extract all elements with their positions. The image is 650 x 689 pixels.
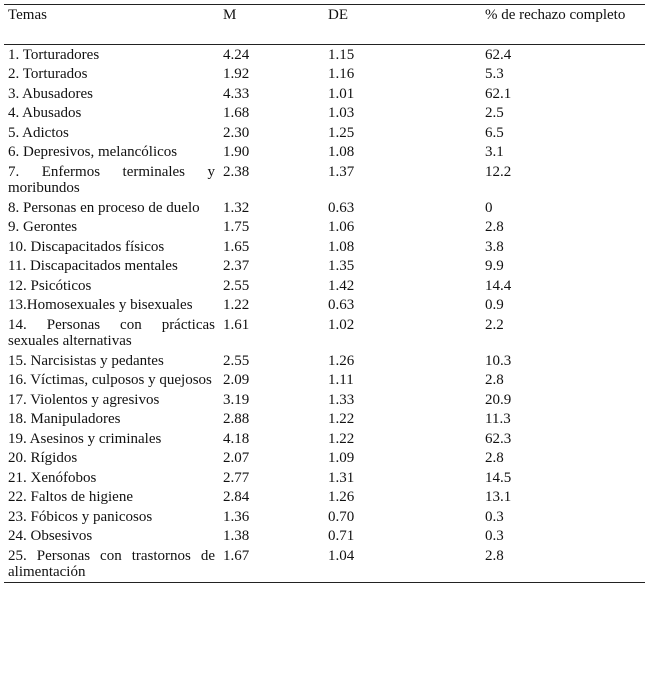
cell-de: 1.08 bbox=[328, 238, 355, 255]
cell-rechazo: 0.3 bbox=[485, 528, 504, 544]
cell-rechazo: 13.1 bbox=[485, 489, 512, 505]
table-row bbox=[4, 65, 645, 85]
cell-tema: 16. Víctimas, culposos y quejosos bbox=[8, 372, 212, 388]
cell-m: 4.33 bbox=[223, 85, 250, 102]
cell-de: 1.31 bbox=[328, 469, 355, 486]
cell-tema: 20. Rígidos bbox=[8, 450, 78, 466]
cell-de: 1.02 bbox=[328, 316, 355, 333]
cell-rechazo: 14.4 bbox=[485, 277, 512, 294]
table-row bbox=[4, 198, 645, 218]
table-row bbox=[4, 276, 645, 296]
cell-rechazo: 20.9 bbox=[485, 391, 512, 408]
cell-m: 2.09 bbox=[223, 372, 250, 388]
cell-m: 1.90 bbox=[223, 144, 250, 160]
cell-m: 1.92 bbox=[223, 66, 250, 82]
cell-de: 1.15 bbox=[328, 46, 355, 63]
cell-m: 2.30 bbox=[223, 124, 250, 141]
cell-de: 1.04 bbox=[324, 546, 481, 583]
cell-tema: 4. Abusados bbox=[8, 105, 82, 121]
table-row bbox=[4, 315, 645, 351]
cell-m: 2.55 bbox=[223, 277, 250, 294]
cell-m: 2.38 bbox=[223, 163, 250, 180]
cell-de: 0.63 bbox=[328, 297, 355, 313]
cell-m: 1.32 bbox=[223, 199, 250, 216]
cell-m: 1.67 bbox=[219, 546, 324, 583]
cell-rechazo: 2.8 bbox=[481, 546, 645, 583]
table-row bbox=[4, 218, 645, 238]
results-table bbox=[4, 4, 645, 583]
cell-rechazo: 62.3 bbox=[485, 430, 512, 447]
table-row bbox=[4, 45, 645, 65]
cell-de: 1.16 bbox=[328, 66, 355, 82]
table-row bbox=[4, 410, 645, 430]
cell-de: 1.22 bbox=[328, 411, 355, 427]
cell-m: 2.37 bbox=[223, 258, 250, 274]
table-row bbox=[4, 237, 645, 257]
cell-tema: 11. Discapacitados mentales bbox=[8, 258, 178, 274]
cell-tema: 1. Torturadores bbox=[8, 46, 100, 63]
table-row bbox=[4, 390, 645, 410]
table-row bbox=[4, 527, 645, 547]
cell-tema: 8. Personas en proceso de duelo bbox=[8, 199, 200, 216]
cell-tema: 12. Psicóticos bbox=[8, 277, 92, 294]
cell-tema: 22. Faltos de higiene bbox=[8, 489, 133, 505]
cell-de: 1.25 bbox=[328, 124, 355, 141]
cell-m: 1.61 bbox=[223, 316, 250, 333]
cell-de: 1.11 bbox=[328, 372, 354, 388]
cell-m: 2.88 bbox=[223, 411, 250, 427]
cell-de: 1.06 bbox=[328, 219, 355, 235]
cell-rechazo: 0.3 bbox=[485, 508, 504, 525]
cell-m: 4.24 bbox=[223, 46, 250, 63]
cell-de: 1.35 bbox=[328, 258, 355, 274]
cell-de: 0.70 bbox=[328, 508, 355, 525]
cell-tema: 13.Homosexuales y bisexuales bbox=[8, 297, 193, 313]
cell-rechazo: 2.8 bbox=[485, 219, 504, 235]
cell-m: 2.55 bbox=[223, 352, 250, 369]
cell-de: 1.37 bbox=[328, 163, 355, 180]
table-row bbox=[4, 84, 645, 104]
table-row bbox=[4, 143, 645, 163]
cell-rechazo: 0 bbox=[485, 199, 493, 216]
cell-tema: 7. Enfermos terminales y moribundos bbox=[8, 163, 215, 196]
cell-m: 1.68 bbox=[223, 105, 250, 121]
cell-m: 1.75 bbox=[223, 219, 250, 235]
cell-m: 4.18 bbox=[223, 430, 250, 447]
cell-rechazo: 0.9 bbox=[485, 297, 504, 313]
table-row bbox=[4, 162, 645, 198]
header-temas: Temas bbox=[4, 5, 219, 45]
cell-rechazo: 11.3 bbox=[485, 411, 511, 427]
cell-tema: 25. Personas con trastornos de alimentación bbox=[4, 546, 219, 583]
cell-m: 1.38 bbox=[223, 528, 250, 544]
cell-m: 1.22 bbox=[223, 297, 250, 313]
cell-rechazo: 2.8 bbox=[485, 372, 504, 388]
cell-tema: 2. Torturados bbox=[8, 66, 88, 82]
table-row bbox=[4, 371, 645, 391]
cell-rechazo: 62.4 bbox=[485, 46, 512, 63]
header-row bbox=[4, 5, 645, 45]
cell-tema: 9. Gerontes bbox=[8, 219, 78, 235]
cell-rechazo: 2.8 bbox=[485, 450, 504, 466]
cell-de: 0.71 bbox=[328, 528, 355, 544]
table-row bbox=[4, 257, 645, 277]
cell-de: 1.42 bbox=[328, 277, 355, 294]
cell-rechazo: 2.5 bbox=[485, 105, 504, 121]
cell-rechazo: 3.8 bbox=[485, 238, 504, 255]
header-de: DE bbox=[324, 5, 481, 45]
cell-tema: 19. Asesinos y criminales bbox=[8, 430, 162, 447]
table-row bbox=[4, 507, 645, 527]
cell-de: 1.22 bbox=[328, 430, 355, 447]
cell-rechazo: 14.5 bbox=[485, 469, 512, 486]
cell-m: 2.07 bbox=[223, 450, 250, 466]
cell-de: 1.01 bbox=[328, 85, 355, 102]
cell-m: 1.36 bbox=[223, 508, 250, 525]
cell-tema: 17. Violentos y agresivos bbox=[8, 391, 160, 408]
cell-rechazo: 12.2 bbox=[485, 163, 512, 180]
table-row bbox=[4, 296, 645, 316]
cell-tema: 5. Adictos bbox=[8, 124, 69, 141]
cell-rechazo: 62.1 bbox=[485, 85, 512, 102]
cell-tema: 21. Xenófobos bbox=[8, 469, 97, 486]
table-row bbox=[4, 488, 645, 508]
cell-de: 1.03 bbox=[328, 105, 355, 121]
table-row bbox=[4, 123, 645, 143]
cell-rechazo: 3.1 bbox=[485, 144, 504, 160]
cell-de: 1.26 bbox=[328, 352, 355, 369]
table-row bbox=[4, 449, 645, 469]
cell-tema: 10. Discapacitados físicos bbox=[8, 238, 165, 255]
cell-rechazo: 10.3 bbox=[485, 352, 512, 369]
cell-de: 1.08 bbox=[328, 144, 355, 160]
table-row bbox=[4, 351, 645, 371]
cell-rechazo: 5.3 bbox=[485, 66, 504, 82]
table-row bbox=[4, 546, 645, 583]
cell-m: 3.19 bbox=[223, 391, 250, 408]
cell-tema: 23. Fóbicos y panicosos bbox=[8, 508, 153, 525]
table-body bbox=[4, 45, 645, 583]
cell-rechazo: 9.9 bbox=[485, 258, 504, 274]
cell-tema: 3. Abusadores bbox=[8, 85, 93, 102]
cell-de: 1.26 bbox=[328, 489, 355, 505]
table-header bbox=[4, 5, 645, 45]
cell-m: 2.84 bbox=[223, 489, 250, 505]
cell-tema: 6. Depresivos, melancólicos bbox=[8, 144, 178, 160]
header-rechazo: % de rechazo completo bbox=[481, 5, 645, 45]
cell-tema: 24. Obsesivos bbox=[8, 528, 93, 544]
cell-rechazo: 2.2 bbox=[485, 316, 504, 333]
cell-de: 1.09 bbox=[328, 450, 355, 466]
cell-rechazo: 6.5 bbox=[485, 124, 504, 141]
cell-tema: 18. Manipuladores bbox=[8, 411, 121, 427]
cell-m: 1.65 bbox=[223, 238, 250, 255]
table-row bbox=[4, 429, 645, 449]
cell-m: 2.77 bbox=[223, 469, 250, 486]
header-m: M bbox=[219, 5, 324, 45]
table-row bbox=[4, 468, 645, 488]
table-row bbox=[4, 104, 645, 124]
cell-tema: 15. Narcisistas y pedantes bbox=[8, 352, 164, 369]
cell-de: 0.63 bbox=[328, 199, 355, 216]
cell-tema: 14. Personas con prácticas sexuales alternativas bbox=[8, 316, 215, 349]
cell-de: 1.33 bbox=[328, 391, 355, 408]
